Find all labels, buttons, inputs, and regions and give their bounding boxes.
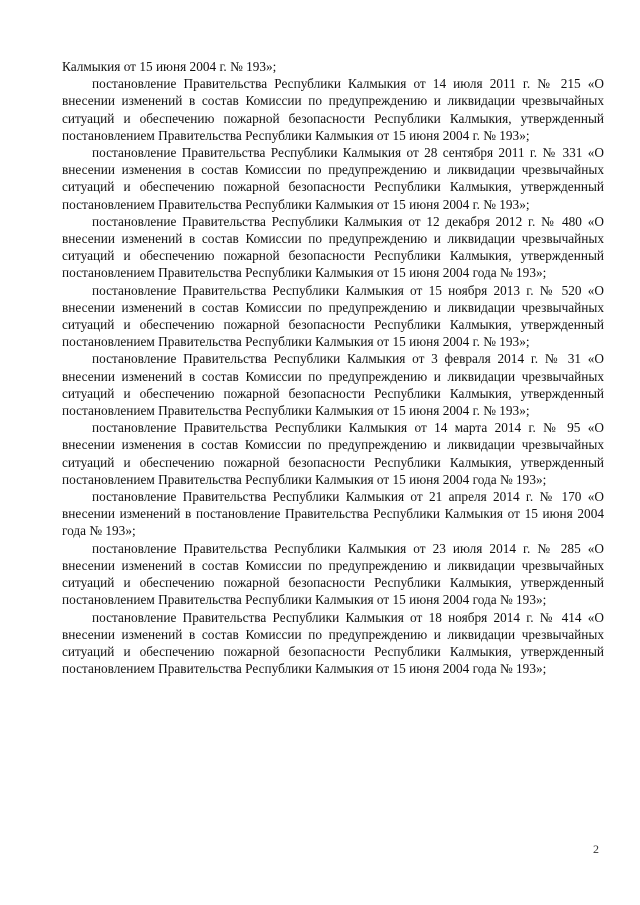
page-number: 2 — [593, 842, 599, 856]
paragraph-resolution-285: постановление Правительства Республики Калмыкия от 23 июля 2014 г. № 285 «О внесении изменений в состав Комиссии по предупреждению и ликвидации чрезвычайных ситуаций и обеспечению пожарной безопасности Республики Калмыкия, утвержденный постановлением Правительства Республики Калмыкия от 15 июня 2004 года № 193»; — [62, 540, 604, 608]
paragraph-resolution-170: постановление Правительства Республики Калмыкия от 21 апреля 2014 г. № 170 «О внесении изменений в постановление Правительства Республики Калмыкия от 15 июня 2004 года № 193»; — [62, 489, 604, 539]
document-body — [62, 58, 604, 677]
paragraph-resolution-480: постановление Правительства Республики Калмыкия от 12 декабря 2012 г. № 480 «О внесении изменений в состав Комиссии по предупреждению и ликвидации чрезвычайных ситуаций и обеспечению пожарной безопасности Республики Калмыкия, утвержденный постановлением Правительства Республики Калмыкия от 15 июня 2004 года № 193»; — [62, 213, 604, 281]
paragraph-resolution-331: постановление Правительства Республики Калмыкия от 28 сентября 2011 г. № 331 «О внесении изменения в состав Комиссии по предупреждению и ликвидации чрезвычайных ситуаций и обеспечению пожарной безопасности Республики Калмыкия, утвержденный постановлением Правительства Республики Калмыкия от 15 июня 2004 г. № 193»; — [62, 145, 604, 212]
paragraph-resolution-414: постановление Правительства Республики Калмыкия от 18 ноября 2014 г. № 414 «О внесении изменений в состав Комиссии по предупреждению и ликвидации чрезвычайных ситуаций и обеспечению пожарной безопасности Республики Калмыкия, утвержденный постановлением Правительства Республики Калмыкия от 15 июня 2004 года № 193»; — [62, 609, 604, 677]
paragraph-resolution-95: постановление Правительства Республики Калмыкия от 14 марта 2014 г. № 95 «О внесении изменения в состав Комиссии по предупреждению и ликвидации чрезвычайных ситуаций и обеспечению пожарной безопасности Республики Калмыкия, утвержденный постановлением Правительства Республики Калмыкия от 15 июня 2004 года № 193»; — [62, 420, 604, 487]
paragraph-resolution-520: постановление Правительства Республики Калмыкия от 15 ноября 2013 г. № 520 «О внесении изменений в состав Комиссии по предупреждению и ликвидации чрезвычайных ситуаций и обеспечению пожарной безопасности Республики Калмыкия, утвержденный постановлением Правительства Республики Калмыкия от 15 июня 2004 г. № 193»; — [62, 282, 604, 350]
paragraph-resolution-31: постановление Правительства Республики Калмыкия от 3 февраля 2014 г. № 31 «О внесении изменений в состав Комиссии по предупреждению и ликвидации чрезвычайных ситуаций и обеспечению пожарной безопасности Республики Калмыкия, утвержденный постановлением Правительства Республики Калмыкия от 15 июня 2004 г. № 193»; — [62, 351, 604, 419]
paragraph-resolution-215: постановление Правительства Республики Калмыкия от 14 июля 2011 г. № 215 «О внесении изменений в состав Комиссии по предупреждению и ликвидации чрезвычайных ситуаций и обеспечению пожарной безопасности Республики Калмыкия, утвержденный постановлением Правительства Республики Калмыкия от 15 июня 2004 г. № 193»; — [62, 76, 604, 143]
paragraph-continuation: Калмыкия от 15 июня 2004 г. № 193»; — [62, 59, 277, 74]
